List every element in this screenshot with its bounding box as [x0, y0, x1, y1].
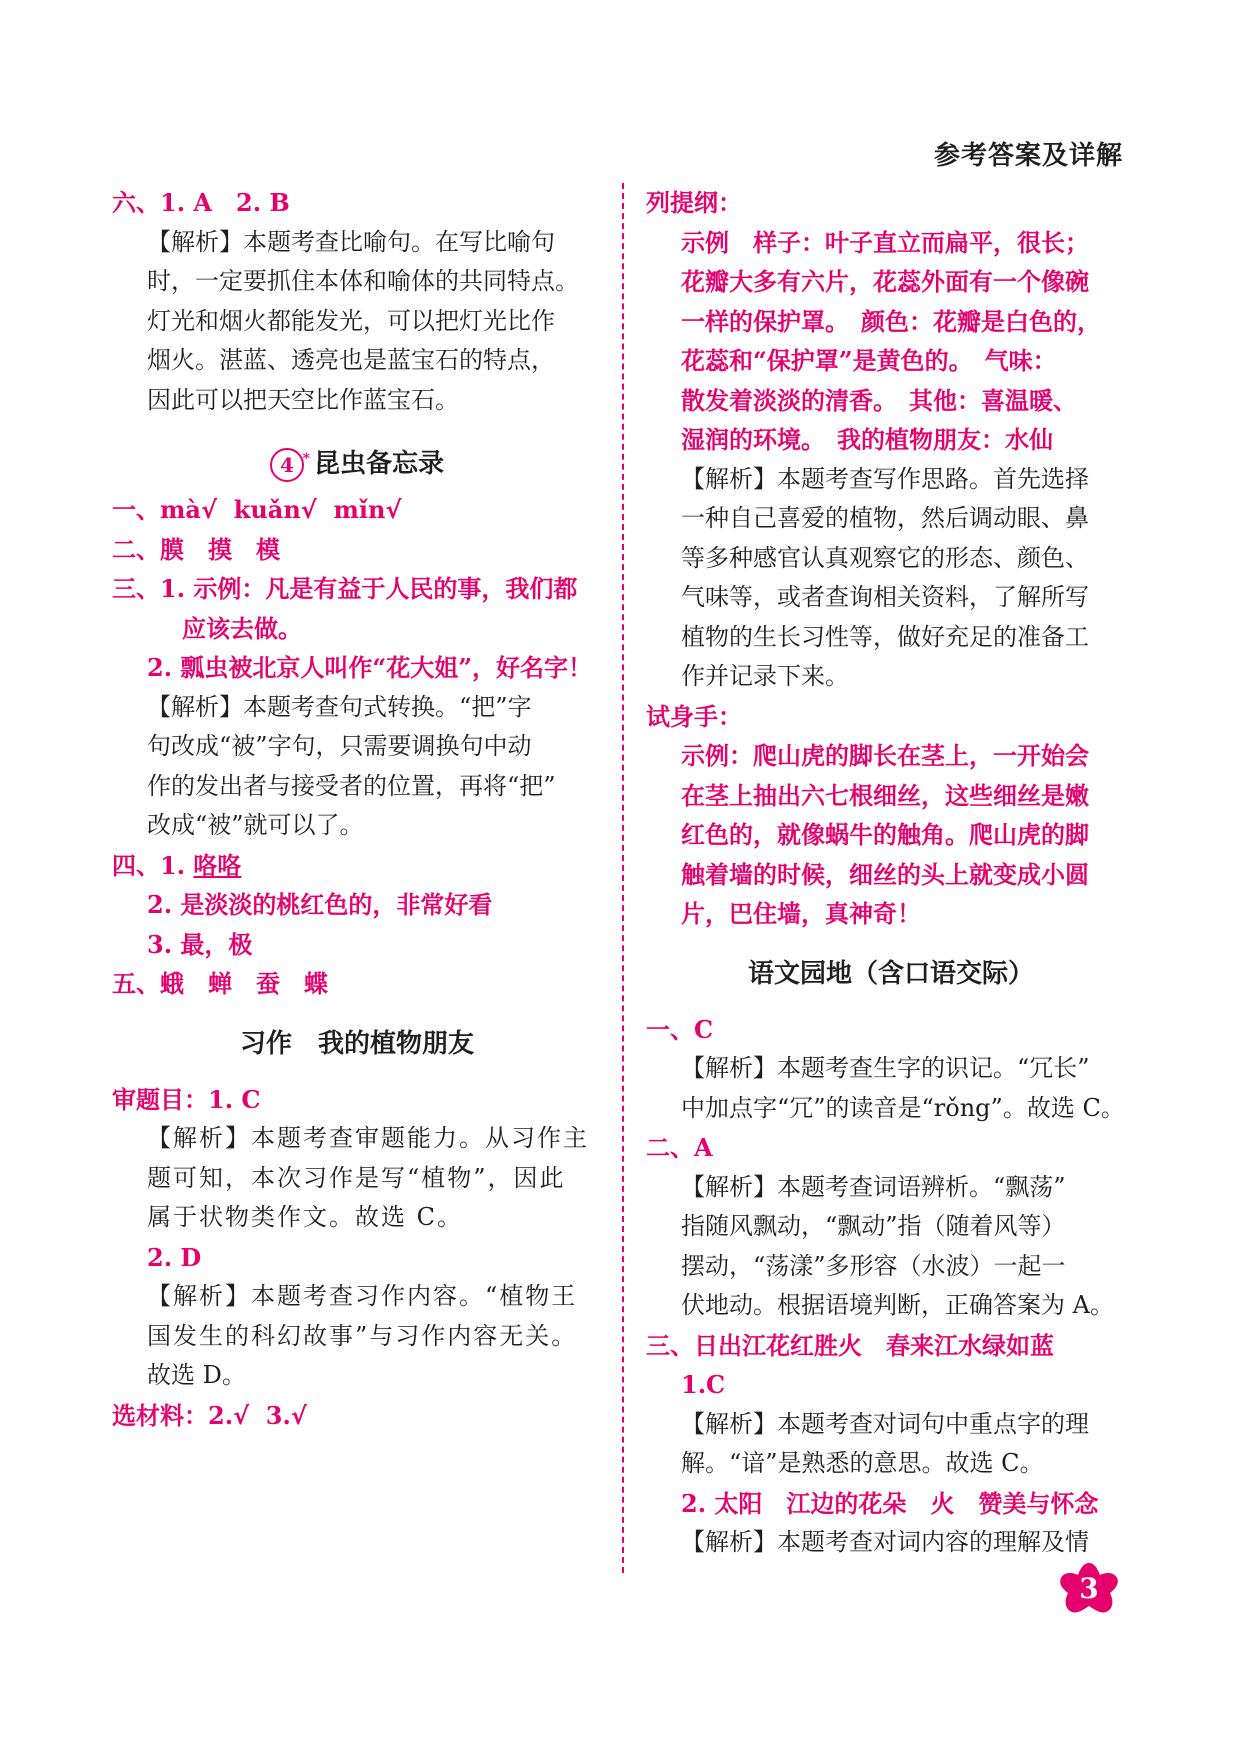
- try-example-line: 在茎上抽出六七根细丝，这些细丝是嫩: [681, 780, 1089, 810]
- q3-line1: 三、1. 示例：凡是有益于人民的事，我们都: [112, 574, 578, 603]
- lesson-title: 昆虫备忘录: [313, 449, 444, 479]
- analysis-line: 【解析】本题考查对词句中重点字的理: [681, 1409, 1089, 1438]
- analysis-line: 【解析】本题考查写作思路。首先选择: [681, 464, 1089, 493]
- analysis-line: 等多种感官认真观察它的形态、颜色、: [681, 543, 1089, 572]
- outline-example-line: 散发着淡淡的清香。 其他：喜温暖、: [681, 385, 1077, 415]
- analysis-line: 【解析】本题考查词语辨析。“飘荡”: [681, 1172, 1066, 1201]
- analysis-line: 作的发出者与接受者的位置，再将“把”: [147, 771, 556, 800]
- analysis-line: 【解析】本题考查生字的识记。“冗长”: [681, 1054, 1090, 1082]
- q4-item2: 2. 是淡淡的桃红色的，非常好看: [147, 890, 493, 919]
- outline-label: 列提纲：: [646, 188, 742, 217]
- shentimu-item2: 2. D: [147, 1242, 202, 1272]
- analysis-line: 植物的生长习性等，做好充足的准备工: [681, 622, 1089, 651]
- analysis-line: 属于状物类作文。故选 C。: [147, 1203, 463, 1231]
- left-column: [112, 183, 602, 1435]
- try-example-line: 示例：爬山虎的脚长在茎上，一开始会: [681, 741, 1089, 770]
- g2-label: 二、A: [646, 1133, 713, 1162]
- outline-example-line: 一样的保护罩。 颜色：花瓣是白色的，: [681, 306, 1101, 336]
- q1-pinyin: 一、mà√ kuǎn√ mǐn√: [112, 495, 402, 524]
- analysis-line: 【解析】本题考查句式转换。“把”字: [147, 692, 532, 721]
- q2-answer: 二、膜 摸 模: [112, 534, 280, 564]
- column-divider: [622, 183, 624, 1573]
- analysis-line: 伏地动。根据语境判断，正确答案为 A。: [681, 1291, 1114, 1319]
- analysis-line: 指随风飘动，“飘动”指（随着风等）: [681, 1212, 1066, 1240]
- try-example-line: 红色的，就像蜗牛的触角。爬山虎的脚: [681, 820, 1089, 849]
- outline-example-line: 花蕊和“保护罩”是黄色的。 气味：: [681, 346, 1057, 375]
- analysis-line: 摆动，“荡漾”多形容（水波）一起一: [681, 1251, 1066, 1280]
- analysis-line: 题可知，本次习作是写“植物”，因此: [147, 1163, 566, 1192]
- analysis-line: 解。“谙”是熟悉的意思。故选 C。: [681, 1449, 1044, 1477]
- analysis-line: 【解析】本题考查习作内容。“植物王: [147, 1282, 578, 1310]
- page-number-badge: [1058, 1560, 1120, 1616]
- try-label: 试身手：: [646, 701, 742, 731]
- xuancailiao-answer: 选材料：2.√ 3.√: [112, 1400, 307, 1430]
- try-example-line: 片，巴住墙，真神奇！: [681, 899, 921, 928]
- analysis-line: 因此可以把天空比作蓝宝石。: [147, 385, 459, 414]
- lesson-number-badge: 4 *: [270, 448, 304, 482]
- q3-line2: 应该去做。: [182, 613, 302, 643]
- analysis-line: 作并记录下来。: [681, 662, 849, 690]
- xizuo-title: 习作 我的植物朋友: [239, 1028, 474, 1059]
- analysis-line: 【解析】本题考查比喻句。在写比喻句: [147, 227, 555, 256]
- shentimu-label: 审题目：1. C: [112, 1084, 261, 1114]
- q4-item1: 四、1. 咯咯: [112, 850, 242, 880]
- page-header-title: 参考答案及详解: [933, 141, 1123, 171]
- analysis-line: 【解析】本题考查对词内容的理解及情: [681, 1528, 1089, 1556]
- g3-label: 三、日出江花红胜火 春来江水绿如蓝: [646, 1330, 1054, 1360]
- analysis-line: 国发生的科幻故事”与习作内容无关。: [147, 1321, 578, 1350]
- analysis-line: 气味等，或者查询相关资料，了解所写: [681, 583, 1089, 611]
- outline-example-line: 湿润的环境。 我的植物朋友：水仙: [681, 425, 1053, 454]
- q5-answer: 五、蛾 蝉 蚕 蝶: [112, 969, 328, 998]
- garden-title: 语文园地（含口语交际）: [747, 958, 1034, 989]
- try-example-line: 触着墙的时候，细丝的头上就变成小圆: [681, 859, 1089, 889]
- g3-item2: 2. 太阳 江边的花朵 火 赞美与怀念: [681, 1488, 1099, 1518]
- analysis-line: 灯光和烟火都能发光，可以把灯光比作: [147, 306, 555, 335]
- q6-heading: 六、1. A 2. B: [112, 188, 290, 217]
- analysis-line: 改成“被”就可以了。: [147, 811, 364, 839]
- g1-label: 一、C: [646, 1014, 714, 1044]
- analysis-line: 一种自己喜爱的植物，然后调动眼、鼻: [681, 504, 1089, 532]
- page-number: 3: [1079, 1572, 1099, 1605]
- analysis-line: 时，一定要抓住本体和喻体的共同特点。: [147, 267, 579, 295]
- right-column: [646, 183, 1136, 1563]
- analysis-line: 烟火。湛蓝、透亮也是蓝宝石的特点，: [147, 346, 555, 374]
- analysis-line: 中加点字“冗”的读音是“rǒng”。故选 C。: [681, 1093, 1125, 1122]
- q4-item3: 3. 最，极: [147, 929, 253, 959]
- analysis-line: 故选 D。: [147, 1361, 246, 1389]
- q3-item2: 2. 瓢虫被北京人叫作“花大姐”，好名字！: [147, 653, 593, 682]
- outline-example-line: 花瓣大多有六片，花蕊外面有一个像碗: [681, 267, 1089, 296]
- outline-example-line: 示例 样子：叶子直立而扁平，很长；: [681, 227, 1089, 257]
- analysis-line: 【解析】本题考查审题能力。从习作主: [147, 1124, 589, 1152]
- g3-item1: 1.C: [681, 1370, 726, 1399]
- lesson-4-title-row: [112, 438, 602, 490]
- analysis-line: 句改成“被”字句，只需要调换句中动: [147, 732, 532, 760]
